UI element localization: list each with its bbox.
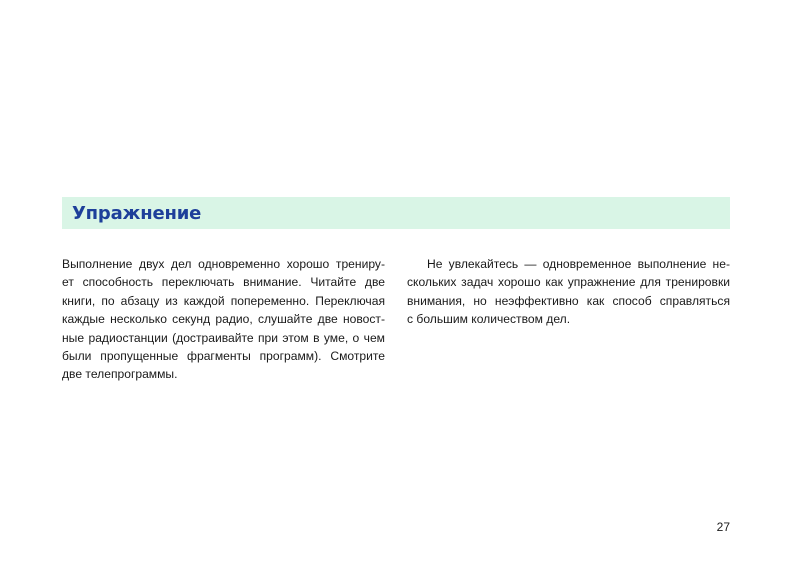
text-line: ет способность переключать внимание. Читайте две: [62, 275, 385, 290]
text-line: скольких задач хорошо как упражнение для тренировки: [407, 275, 730, 290]
page-number: 27: [716, 520, 730, 534]
text-line: Не увлекайтесь — одновременное выполнение не-: [427, 257, 730, 271]
text-line: с большим количеством дел.: [407, 312, 571, 327]
text-line: внимания, но неэффективно как способ справляться: [407, 293, 730, 308]
left-column-text: [62, 255, 385, 384]
exercise-title: Упражнение: [72, 202, 202, 224]
text-line: книги, по абзацу из каждой попеременно. Переключая: [62, 293, 385, 308]
text-line: две телепрограммы.: [62, 367, 178, 382]
exercise-banner: [62, 197, 730, 229]
right-column-text: [407, 255, 730, 329]
text-line: были пропущенные фрагменты программ). Смотрите: [62, 349, 385, 364]
text-line: каждые несколько секунд радио, слушайте две новост-: [62, 312, 385, 327]
text-line: Выполнение двух дел одновременно хорошо трениру-: [62, 257, 385, 271]
text-line: ные радиостанции (достраивайте при этом в уме, о чем: [62, 330, 385, 345]
